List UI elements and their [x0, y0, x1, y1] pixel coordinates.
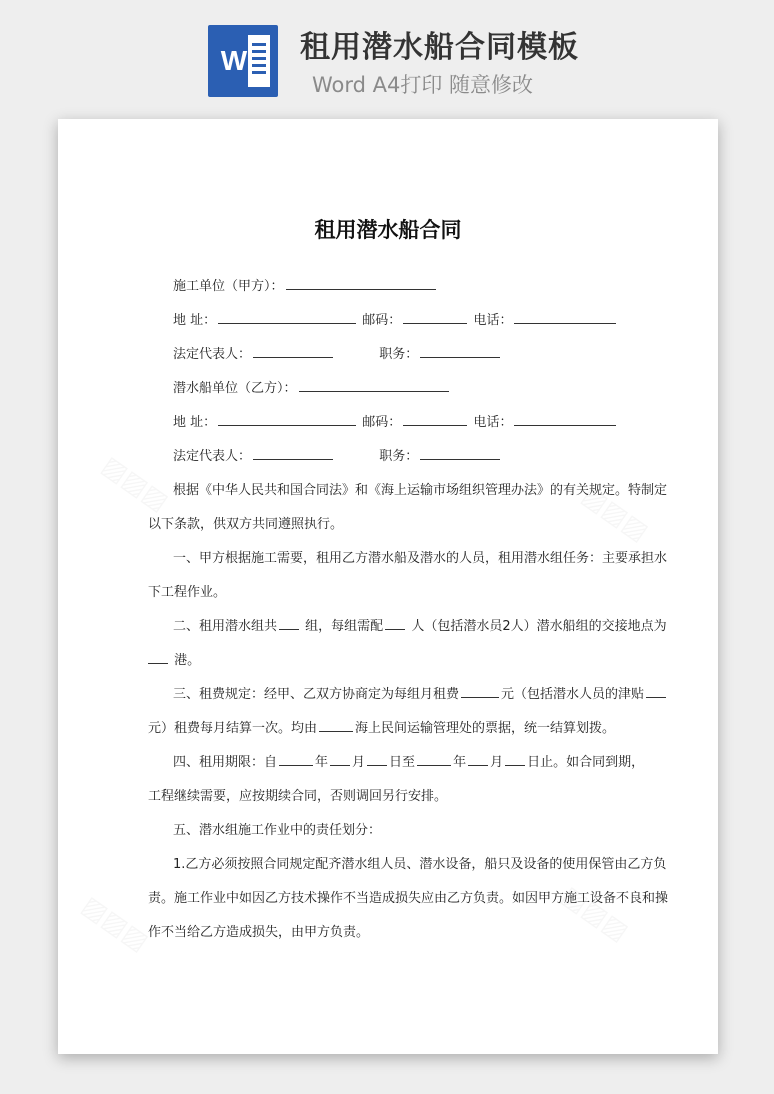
- clause2-text-a: 二、租用潜水组共: [173, 619, 278, 634]
- party-b-rep-line: [173, 445, 502, 464]
- intro-line-2: 以下条款，供双方共同遵照执行。: [148, 517, 344, 532]
- clause4-text-a: 四、租用期限：自: [173, 755, 278, 770]
- party-b-unit-line: [173, 377, 451, 396]
- party-b-position-label: 职务：: [379, 449, 419, 464]
- clause4-end-month-blank[interactable]: [468, 752, 488, 766]
- party-b-address-blank[interactable]: [218, 412, 356, 426]
- clause3-line-1: [173, 683, 668, 702]
- party-a-address-line: [173, 309, 618, 328]
- party-a-address-label: 地 址：: [173, 313, 217, 328]
- clause4-start-month-blank[interactable]: [330, 752, 350, 766]
- party-b-phone-blank[interactable]: [514, 412, 616, 426]
- party-b-unit-blank[interactable]: [299, 378, 449, 392]
- party-b-unit-label: 潜水船单位（乙方）：: [173, 381, 297, 396]
- watermark-decoration: [96, 451, 174, 518]
- clause3-text-b: 元（包括潜水人员的津贴: [501, 687, 645, 702]
- document-title: 租用潜水船合同: [314, 218, 462, 242]
- clause4-month-label: 月: [352, 755, 366, 770]
- clause2-port-blank[interactable]: [148, 650, 168, 664]
- party-a-phone-blank[interactable]: [514, 310, 616, 324]
- clause4-month-label-2: 月: [490, 755, 504, 770]
- party-b-address-label: 地 址：: [173, 415, 217, 430]
- party-b-phone-label: 电话：: [473, 415, 513, 430]
- clause4-line-1: [173, 751, 644, 770]
- party-a-position-label: 职务：: [379, 347, 419, 362]
- clause2-text-d: 港。: [174, 653, 201, 668]
- clause3-line-2: [148, 717, 615, 736]
- clause2-line-2: [148, 649, 200, 668]
- watermark-decoration: [76, 891, 154, 958]
- clause3-text-a: 三、租费规定：经甲、乙双方协商定为每组月租费: [173, 687, 460, 702]
- clause1-line-2: 下工程作业。: [148, 585, 227, 600]
- word-icon-letter: W: [220, 45, 248, 76]
- clause4-line-2: 工程继续需要，应按期续合同，否则调回另行安排。: [148, 789, 448, 804]
- word-icon: [208, 25, 278, 97]
- document-page: [58, 119, 718, 1054]
- party-a-rep-label: 法定代表人：: [173, 347, 252, 362]
- clause4-year-label: 年: [315, 755, 329, 770]
- clause3-text-d: 海上民间运输管理处的票据，统一结算划拨。: [355, 721, 616, 736]
- party-b-postcode-blank[interactable]: [403, 412, 467, 426]
- header-banner: [0, 0, 774, 118]
- party-b-address-line: [173, 411, 618, 430]
- clause3-allowance-blank[interactable]: [646, 684, 666, 698]
- header-title: 租用潜水船合同模板: [300, 30, 579, 65]
- clause2-line-1: [173, 615, 667, 634]
- party-b-postcode-label: 邮码：: [362, 415, 402, 430]
- clause2-text-b: 组，每组需配: [305, 619, 384, 634]
- clause4-start-day-blank[interactable]: [367, 752, 387, 766]
- party-a-phone-label: 电话：: [473, 313, 513, 328]
- clause4-year-label-2: 年: [453, 755, 467, 770]
- party-a-rep-line: [173, 343, 502, 362]
- clause4-start-year-blank[interactable]: [279, 752, 313, 766]
- clause5-line-2: 责。施工作业中如因乙方技术操作不当造成损失应由乙方负责。如因甲方施工设备不良和操: [148, 891, 669, 906]
- clause2-text-c: 人（包括潜水员2人）潜水船组的交接地点为: [411, 619, 667, 634]
- party-a-postcode-label: 邮码：: [362, 313, 402, 328]
- party-a-address-blank[interactable]: [218, 310, 356, 324]
- clause4-end-day-blank[interactable]: [505, 752, 525, 766]
- party-b-position-blank[interactable]: [420, 446, 500, 460]
- party-a-rep-blank[interactable]: [253, 344, 333, 358]
- clause3-text-c: 元）租费每月结算一次。均由: [148, 721, 318, 736]
- header-subtitle: Word A4打印 随意修改: [312, 73, 534, 97]
- party-b-rep-blank[interactable]: [253, 446, 333, 460]
- party-a-postcode-blank[interactable]: [403, 310, 467, 324]
- party-a-position-blank[interactable]: [420, 344, 500, 358]
- party-a-unit-label: 施工单位（甲方）：: [173, 279, 284, 294]
- clause2-persons-blank[interactable]: [385, 616, 405, 630]
- clause4-text-end: 日止。如合同到期，: [527, 755, 645, 770]
- clause5-line-1: 1.乙方必须按照合同规定配齐潜水组人员、潜水设备，船只及设备的使用保管由乙方负: [173, 857, 667, 872]
- clause1-line-1: 一、甲方根据施工需要，租用乙方潜水船及潜水的人员，租用潜水组任务：主要承担水: [173, 551, 668, 566]
- clause4-day-to-label: 日至: [389, 755, 416, 770]
- intro-line-1: 根据《中华人民共和国合同法》和《海上运输市场组织管理办法》的有关规定。特制定: [173, 483, 668, 498]
- party-b-rep-label: 法定代表人：: [173, 449, 252, 464]
- clause3-monthly-fee-blank[interactable]: [461, 684, 499, 698]
- party-a-unit-line: [173, 275, 438, 294]
- clause3-authority-blank[interactable]: [319, 718, 353, 732]
- party-a-unit-blank[interactable]: [286, 276, 436, 290]
- clause5-title: 五、潜水组施工作业中的责任划分：: [173, 823, 382, 838]
- clause5-line-3: 作不当给乙方造成损失，由甲方负责。: [148, 925, 370, 940]
- clause4-end-year-blank[interactable]: [417, 752, 451, 766]
- clause2-groups-blank[interactable]: [279, 616, 299, 630]
